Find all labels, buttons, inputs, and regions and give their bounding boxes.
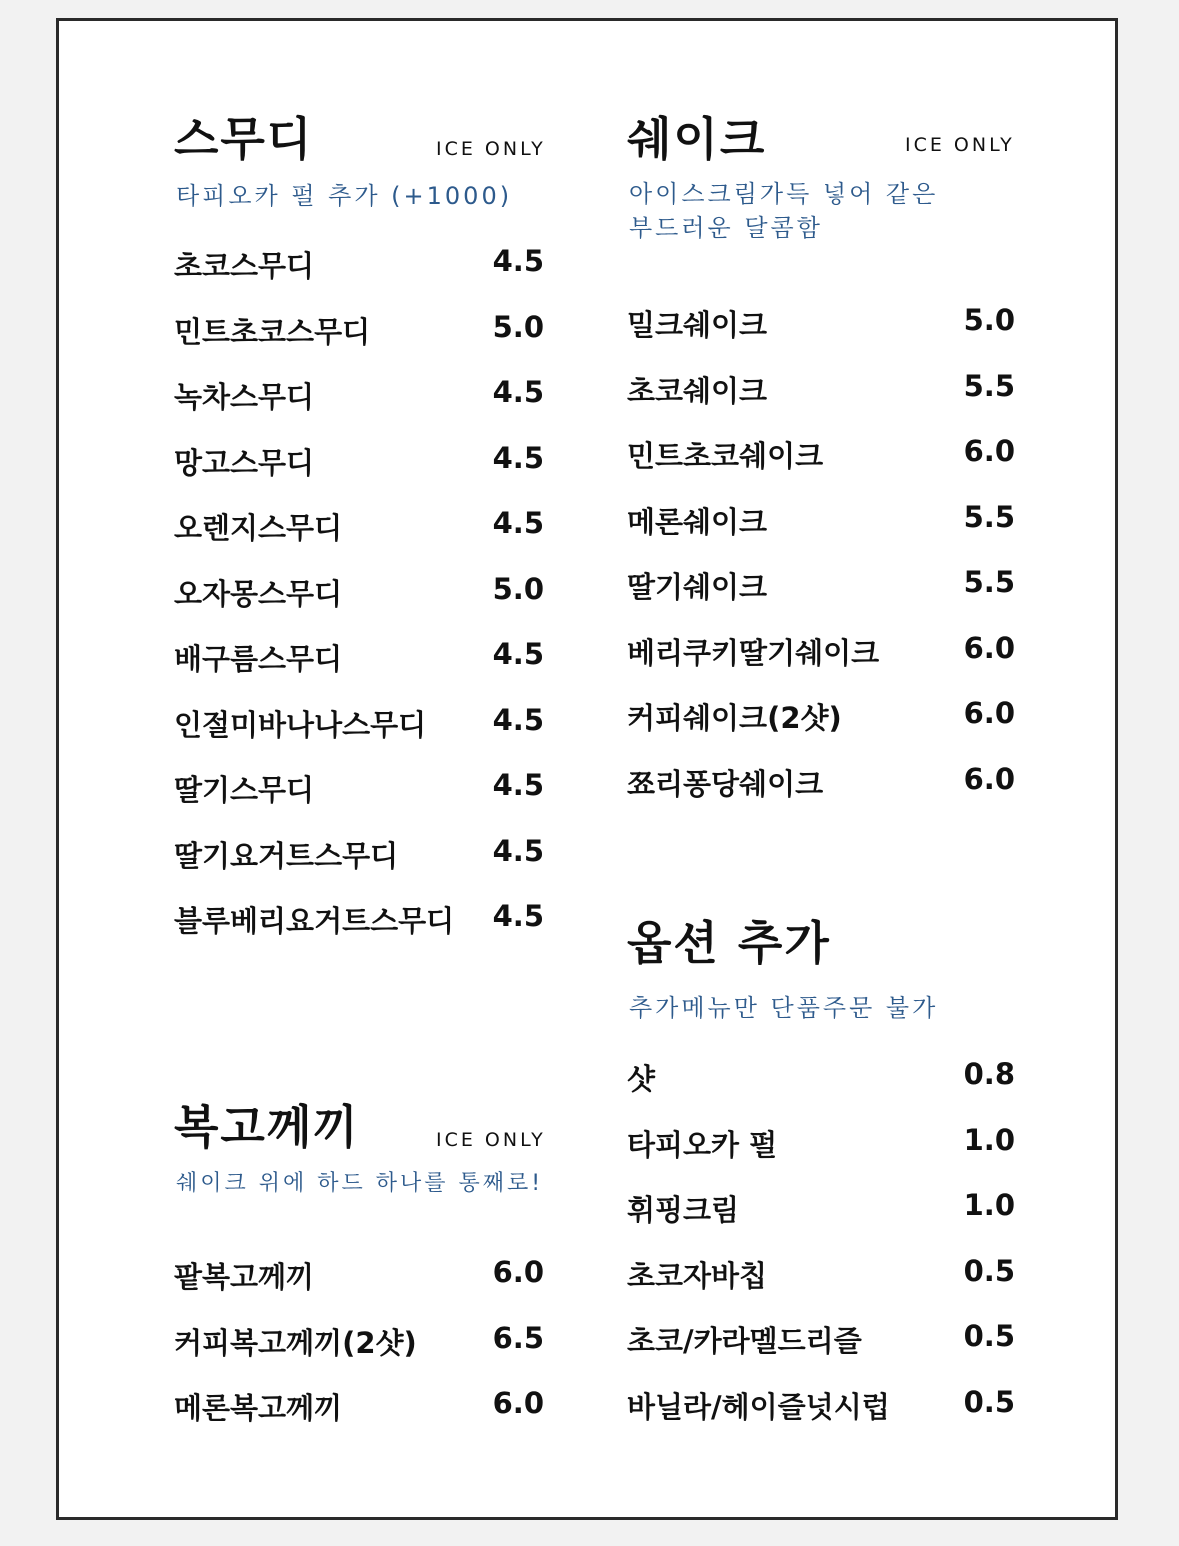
shake-item-row xyxy=(627,696,1015,736)
options-item-price: 1.0 xyxy=(963,1122,1015,1157)
options-item-row xyxy=(627,1254,1015,1294)
shake-item-row xyxy=(627,762,1015,802)
shake-item-price: 5.0 xyxy=(963,303,1015,337)
smoothie-item-name: 인절미바나나스무디 xyxy=(174,707,427,742)
shake-item-row xyxy=(627,500,1015,540)
bokgo-item-name: 팥복고께끼 xyxy=(174,1260,315,1294)
bokgo-section xyxy=(174,1091,574,1431)
smoothie-item-row xyxy=(174,899,544,939)
bokgo-item-price: 6.5 xyxy=(492,1320,544,1355)
shake-item-name: 딸기쉐이크 xyxy=(627,570,768,604)
options-item-name: 휘핑크림 xyxy=(627,1193,740,1227)
bokgo-item-name: 커피복고께끼(2샷) xyxy=(174,1325,417,1360)
smoothie-item-price: 4.5 xyxy=(492,768,544,802)
shake-item-price: 5.5 xyxy=(963,368,1015,403)
options-item-row xyxy=(627,1385,1015,1425)
smoothie-item-name: 녹차스무디 xyxy=(174,380,315,414)
smoothie-item-row xyxy=(174,703,544,743)
options-item-row xyxy=(627,1319,1015,1359)
smoothie-item-name: 초코스무디 xyxy=(174,249,315,283)
smoothie-item-name: 오렌지스무디 xyxy=(174,511,343,545)
smoothie-item-name: 딸기요거트스무디 xyxy=(174,838,399,873)
options-item-name: 초코자바칩 xyxy=(627,1258,768,1293)
bokgo-item-row xyxy=(174,1255,544,1295)
shake-item-row xyxy=(627,434,1015,474)
bokgo-subtitle: 쉐이크 위에 하드 하나를 통째로! xyxy=(176,1171,544,1196)
smoothie-item-price: 4.5 xyxy=(492,637,544,671)
smoothie-item-price: 5.0 xyxy=(492,571,544,606)
shake-item-price: 6.0 xyxy=(963,630,1015,665)
menu-sheet xyxy=(56,18,1118,1520)
smoothie-item-row xyxy=(174,572,544,612)
smoothie-item-row xyxy=(174,506,544,546)
shake-item-name: 민트초코쉐이크 xyxy=(627,439,824,473)
smoothie-item-row xyxy=(174,834,544,874)
smoothie-item-row xyxy=(174,244,544,284)
smoothie-subtitle: 타피오카 펄 추가 (+1000) xyxy=(176,182,513,210)
smoothie-item-price: 4.5 xyxy=(492,440,544,475)
shake-item-price: 5.5 xyxy=(963,565,1015,599)
bokgo-item-row xyxy=(174,1386,544,1426)
bokgo-item-row xyxy=(174,1321,544,1361)
smoothie-item-name: 딸기스무디 xyxy=(174,773,315,807)
smoothie-title: 스무디 xyxy=(174,112,314,166)
bokgo-item-price: 6.0 xyxy=(492,1255,544,1289)
options-item-name: 초코/카라멜드리즐 xyxy=(627,1324,862,1358)
smoothie-item-name: 배구름스무디 xyxy=(174,642,343,676)
smoothie-item-row xyxy=(174,441,544,481)
bokgo-item-price: 6.0 xyxy=(492,1386,544,1420)
shake-subtitle-line-2: 부드러운 달콤함 xyxy=(629,214,823,242)
smoothie-item-price: 4.5 xyxy=(492,506,544,540)
shake-item-name: 커피쉐이크(2샷) xyxy=(627,701,842,735)
smoothie-item-price: 5.0 xyxy=(492,309,544,344)
smoothie-item-row xyxy=(174,637,544,677)
shake-item-name: 밀크쉐이크 xyxy=(627,308,768,342)
smoothie-section xyxy=(174,103,549,943)
shake-item-row xyxy=(627,565,1015,605)
shake-item-name: 메론쉐이크 xyxy=(627,504,768,539)
shake-section xyxy=(627,103,1017,823)
bokgo-ice-only-badge: ICE ONLY xyxy=(436,1129,546,1151)
options-title: 옵션 추가 xyxy=(627,916,831,970)
options-item-row xyxy=(627,1057,1015,1097)
shake-item-price: 6.0 xyxy=(963,761,1015,796)
smoothie-item-price: 4.5 xyxy=(492,833,544,868)
options-item-price: 0.5 xyxy=(963,1253,1015,1288)
options-item-row xyxy=(627,1188,1015,1228)
shake-item-name: 쬬리퐁당쉐이크 xyxy=(627,766,824,801)
smoothie-item-price: 4.5 xyxy=(492,244,544,278)
shake-subtitle-line-1: 아이스크림가득 넣어 같은 xyxy=(629,180,939,208)
options-item-price: 0.5 xyxy=(963,1319,1015,1353)
options-item-name: 타피오카 펄 xyxy=(627,1127,778,1162)
bokgo-item-name: 메론복고께끼 xyxy=(174,1391,343,1425)
shake-item-row xyxy=(627,369,1015,409)
options-item-name: 샷 xyxy=(627,1062,656,1096)
smoothie-item-name: 블루베리요거트스무디 xyxy=(174,904,455,938)
options-subtitle: 추가메뉴만 단품주문 불가 xyxy=(629,994,939,1022)
shake-title: 쉐이크 xyxy=(627,112,767,166)
options-item-row xyxy=(627,1123,1015,1163)
shake-item-row xyxy=(627,303,1015,343)
shake-subtitle xyxy=(629,177,938,245)
options-item-price: 1.0 xyxy=(963,1188,1015,1222)
smoothie-item-name: 민트초코스무디 xyxy=(174,314,371,349)
smoothie-item-row xyxy=(174,310,544,350)
options-item-price: 0.8 xyxy=(963,1057,1015,1091)
smoothie-item-name: 오자몽스무디 xyxy=(174,576,343,611)
bokgo-title: 복고께끼 xyxy=(174,1100,360,1154)
smoothie-ice-only-badge: ICE ONLY xyxy=(436,138,546,160)
options-item-price: 0.5 xyxy=(963,1384,1015,1419)
shake-item-row xyxy=(627,631,1015,671)
options-section xyxy=(627,907,1017,1447)
smoothie-item-row xyxy=(174,768,544,808)
shake-item-name: 초코쉐이크 xyxy=(627,373,768,408)
shake-item-price: 5.5 xyxy=(963,499,1015,534)
smoothie-item-row xyxy=(174,375,544,415)
shake-item-name: 베리쿠키딸기쉐이크 xyxy=(627,635,880,670)
smoothie-item-name: 망고스무디 xyxy=(174,445,315,480)
shake-ice-only-badge: ICE ONLY xyxy=(905,134,1015,156)
options-item-name: 바닐라/헤이즐넛시럽 xyxy=(627,1389,890,1424)
shake-item-price: 6.0 xyxy=(963,696,1015,730)
shake-item-price: 6.0 xyxy=(963,434,1015,468)
smoothie-item-price: 4.5 xyxy=(492,702,544,737)
smoothie-item-price: 4.5 xyxy=(492,899,544,933)
smoothie-item-price: 4.5 xyxy=(492,375,544,409)
